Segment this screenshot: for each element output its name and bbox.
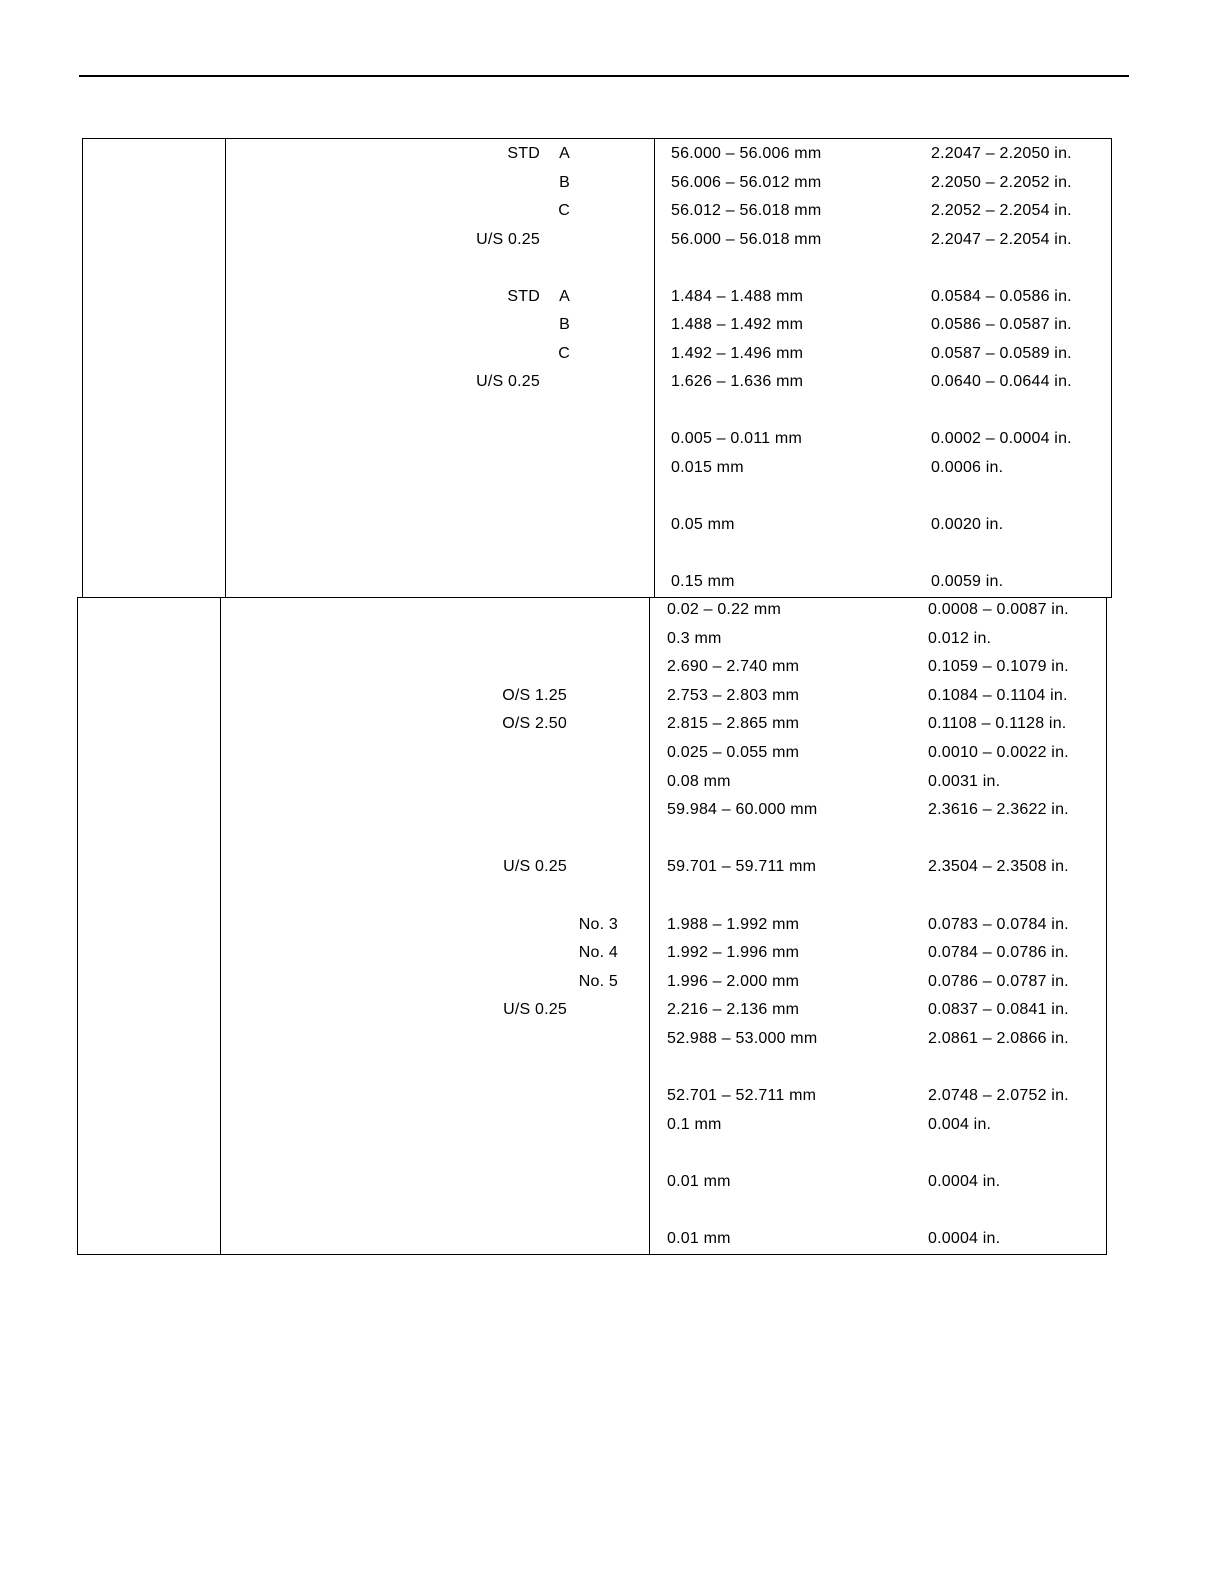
spec-row — [83, 454, 1111, 482]
spec-grade: O/S 1.25 — [502, 686, 567, 704]
spec-grade: U/S 0.25 — [503, 1001, 567, 1019]
spec-metric-value: 0.1 mm — [667, 1115, 722, 1133]
spec-imperial-value: 2.2047 – 2.2054 in. — [931, 230, 1072, 248]
spec-row — [78, 1225, 1106, 1253]
spec-row — [83, 197, 1111, 225]
spec-imperial-value: 0.0783 – 0.0784 in. — [928, 915, 1069, 933]
spec-subgrade: No. 3 — [578, 915, 618, 933]
spec-row — [78, 739, 1106, 767]
spec-row — [83, 539, 1111, 567]
spec-metric-value: 59.701 – 59.711 mm — [667, 858, 817, 876]
spec-metric-value: 56.000 – 56.006 mm — [671, 145, 822, 162]
spec-grade: U/S 0.25 — [476, 373, 540, 390]
spec-row — [78, 768, 1106, 796]
spec-subgrade: No. 4 — [578, 944, 618, 962]
spec-metric-value: 0.15 mm — [671, 572, 735, 590]
spec-metric-value: 1.492 – 1.496 mm — [671, 344, 804, 362]
spec-row — [83, 311, 1111, 339]
spec-metric-value: 0.005 – 0.011 mm — [671, 430, 802, 447]
spec-row — [83, 226, 1111, 254]
spec-imperial-value: 0.0584 – 0.0586 in. — [931, 287, 1072, 305]
spec-metric-value: 2.216 – 2.136 mm — [667, 1001, 800, 1019]
spec-imperial-value: 0.0784 – 0.0786 in. — [928, 944, 1069, 962]
spec-metric-value: 0.05 mm — [671, 515, 735, 533]
spec-row — [78, 996, 1106, 1024]
spec-metric-value: 0.02 – 0.22 mm — [667, 601, 781, 618]
spec-imperial-value: 2.0748 – 2.0752 in. — [928, 1087, 1069, 1105]
spec-imperial-value: 2.2047 – 2.2050 in. — [931, 145, 1072, 162]
spec-row — [78, 625, 1106, 653]
header-rule — [79, 75, 1129, 77]
spec-imperial-value: 0.0837 – 0.0841 in. — [928, 1001, 1069, 1019]
spec-imperial-value: 0.0004 in. — [928, 1173, 1001, 1190]
spec-imperial-value: 0.0008 – 0.0087 in. — [928, 601, 1069, 618]
spec-row — [78, 911, 1106, 939]
spec-metric-value: 0.08 mm — [667, 772, 731, 790]
spec-row — [78, 1054, 1106, 1082]
spec-grade: STD — [507, 287, 540, 305]
spec-row — [78, 939, 1106, 967]
spec-imperial-value: 0.1059 – 0.1079 in. — [928, 658, 1069, 676]
spec-metric-value: 1.992 – 1.996 mm — [667, 944, 800, 962]
spec-row — [78, 1197, 1106, 1225]
spec-metric-value: 0.015 mm — [671, 458, 744, 476]
spec-imperial-value: 0.012 in. — [928, 629, 992, 647]
spec-imperial-value: 0.0059 in. — [931, 572, 1004, 590]
spec-subgrade: B — [559, 316, 570, 333]
spec-row — [78, 825, 1106, 853]
spec-row — [83, 169, 1111, 197]
spec-imperial-value: 0.0002 – 0.0004 in. — [931, 430, 1072, 447]
spec-imperial-value: 0.0586 – 0.0587 in. — [931, 316, 1072, 333]
spec-metric-value: 56.012 – 56.018 mm — [671, 202, 822, 219]
spec-row — [83, 397, 1111, 425]
spec-metric-value: 2.690 – 2.740 mm — [667, 658, 800, 676]
spec-row — [78, 882, 1106, 910]
spec-subgrade: B — [559, 173, 570, 191]
spec-row — [78, 1139, 1106, 1167]
spec-imperial-value: 0.0020 in. — [931, 515, 1004, 533]
spec-metric-value: 59.984 – 60.000 mm — [667, 801, 818, 819]
spec-imperial-value: 2.3504 – 2.3508 in. — [928, 858, 1069, 876]
spec-subgrade: A — [559, 145, 570, 162]
spec-row — [78, 796, 1106, 824]
spec-metric-value: 56.006 – 56.012 mm — [671, 173, 822, 191]
spec-metric-value: 1.484 – 1.488 mm — [671, 287, 804, 305]
spec-imperial-value: 0.004 in. — [928, 1115, 992, 1133]
spec-metric-value: 0.01 mm — [667, 1173, 731, 1190]
spec-row — [83, 340, 1111, 368]
spec-metric-value: 56.000 – 56.018 mm — [671, 230, 822, 248]
spec-grade: U/S 0.25 — [503, 858, 567, 876]
spec-row — [83, 283, 1111, 311]
spec-imperial-value: 0.0587 – 0.0589 in. — [931, 344, 1072, 362]
spec-metric-value: 0.025 – 0.055 mm — [667, 744, 800, 761]
spec-metric-value: 1.996 – 2.000 mm — [667, 972, 800, 990]
spec-subgrade: C — [558, 202, 570, 219]
spec-imperial-value: 0.0640 – 0.0644 in. — [931, 373, 1072, 390]
spec-row — [83, 368, 1111, 396]
spec-imperial-value: 0.1108 – 0.1128 in. — [928, 715, 1067, 733]
spec-subgrade: A — [559, 287, 570, 305]
spec-row — [78, 1111, 1106, 1139]
spec-imperial-value: 0.1084 – 0.1104 in. — [928, 686, 1068, 704]
spec-row — [83, 511, 1111, 539]
spec-row — [78, 682, 1106, 710]
spec-imperial-value: 2.3616 – 2.3622 in. — [928, 801, 1069, 819]
spec-metric-value: 0.01 mm — [667, 1230, 731, 1248]
spec-row — [83, 254, 1111, 282]
spec-imperial-value: 0.0010 – 0.0022 in. — [928, 744, 1069, 761]
spec-metric-value: 52.988 – 53.000 mm — [667, 1030, 818, 1047]
spec-row — [83, 482, 1111, 510]
spec-imperial-value: 0.0004 in. — [928, 1230, 1001, 1248]
spec-metric-value: 1.488 – 1.492 mm — [671, 316, 804, 333]
spec-metric-value: 1.988 – 1.992 mm — [667, 915, 800, 933]
spec-row — [78, 596, 1106, 624]
spec-row — [78, 1168, 1106, 1196]
spec-metric-value: 1.626 – 1.636 mm — [671, 373, 804, 390]
spec-row — [83, 568, 1111, 596]
spec-row — [78, 1025, 1106, 1053]
spec-row — [78, 653, 1106, 681]
spec-imperial-value: 0.0786 – 0.0787 in. — [928, 972, 1069, 990]
spec-table-section-2 — [77, 597, 1107, 1255]
spec-row — [78, 968, 1106, 996]
spec-grade: U/S 0.25 — [476, 230, 540, 248]
spec-table-section-1 — [82, 138, 1112, 598]
spec-row — [78, 710, 1106, 738]
spec-subgrade: C — [558, 344, 570, 362]
spec-metric-value: 2.753 – 2.803 mm — [667, 686, 800, 704]
spec-imperial-value: 2.2052 – 2.2054 in. — [931, 202, 1072, 219]
spec-imperial-value: 2.0861 – 2.0866 in. — [928, 1030, 1069, 1047]
spec-subgrade: No. 5 — [578, 972, 618, 990]
spec-row — [78, 1082, 1106, 1110]
spec-metric-value: 52.701 – 52.711 mm — [667, 1087, 817, 1105]
spec-imperial-value: 2.2050 – 2.2052 in. — [931, 173, 1072, 191]
spec-grade: O/S 2.50 — [502, 715, 567, 733]
spec-grade: STD — [507, 145, 540, 162]
spec-imperial-value: 0.0006 in. — [931, 458, 1004, 476]
spec-metric-value: 2.815 – 2.865 mm — [667, 715, 800, 733]
spec-row — [78, 853, 1106, 881]
spec-row — [83, 425, 1111, 453]
spec-imperial-value: 0.0031 in. — [928, 772, 1001, 790]
spec-row — [83, 140, 1111, 168]
spec-metric-value: 0.3 mm — [667, 629, 722, 647]
